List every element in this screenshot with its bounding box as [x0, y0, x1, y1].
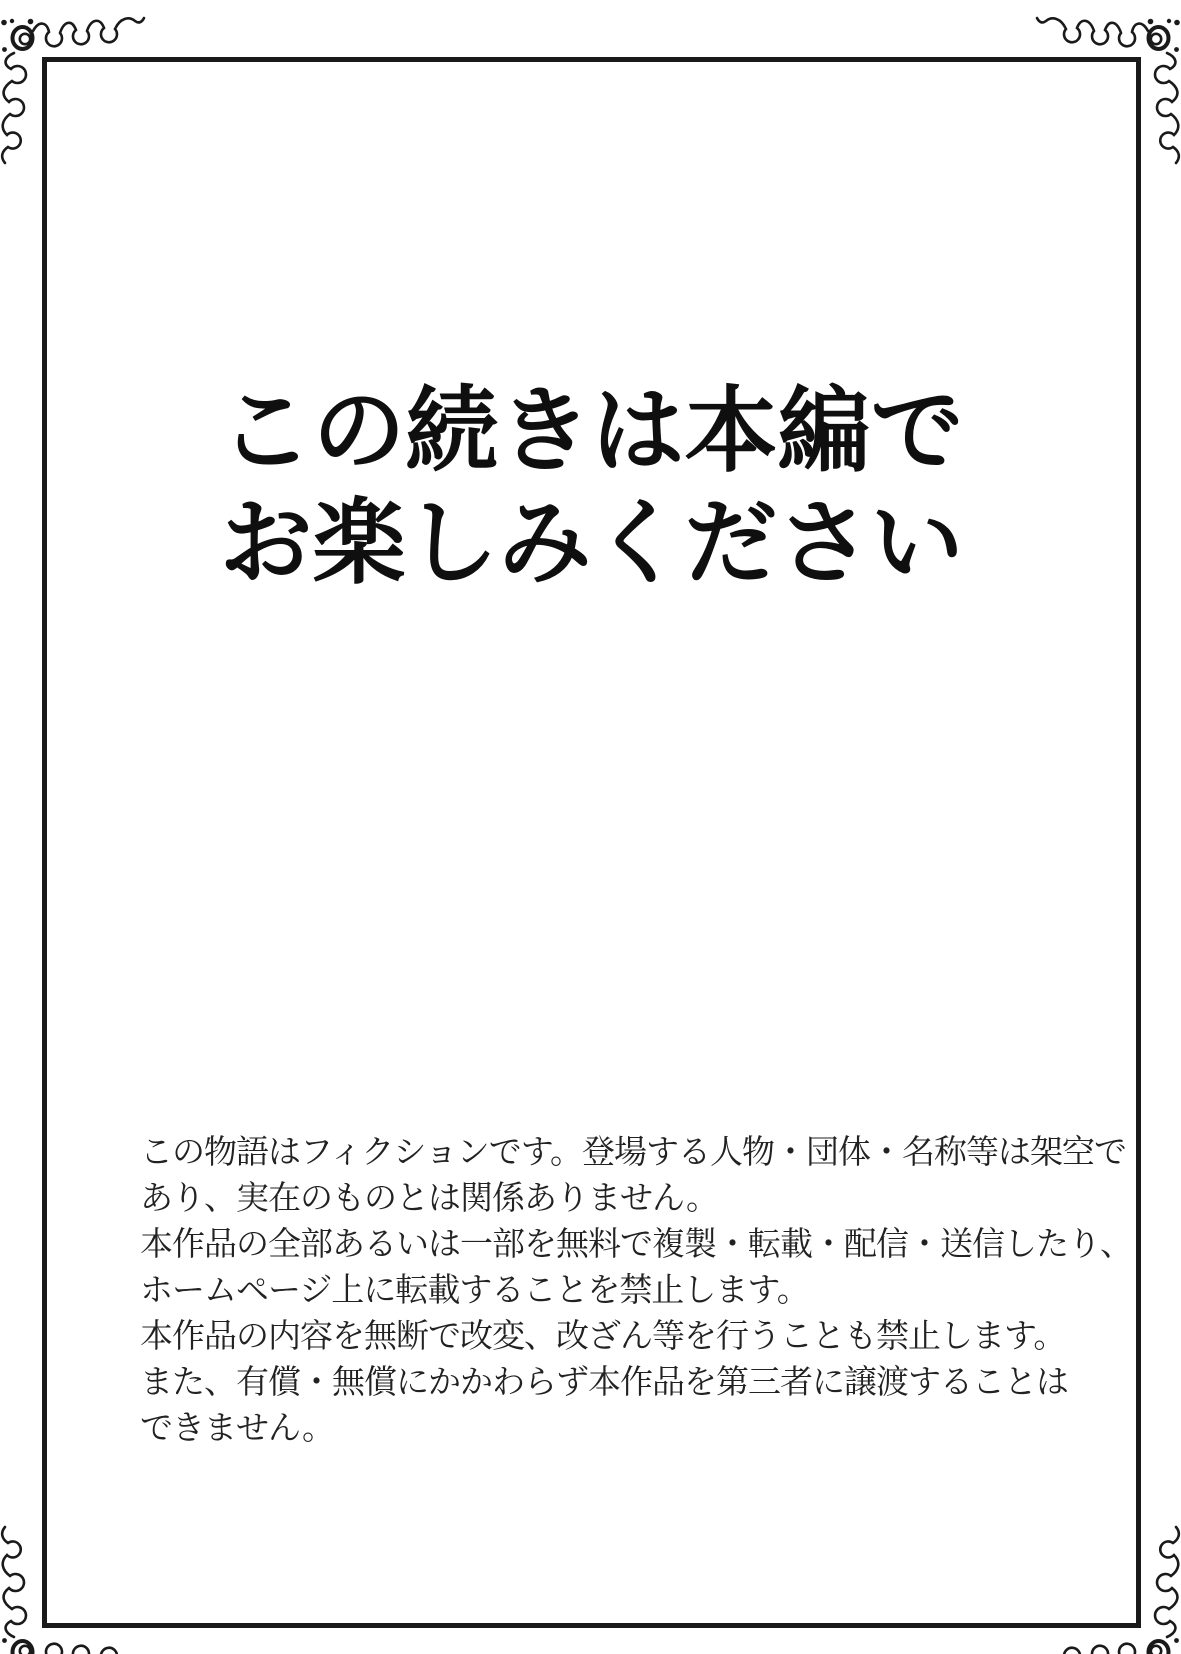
disclaimer-text — [140, 1129, 1132, 1451]
title-line-1: この続きは本編で — [219, 377, 964, 485]
disclaimer-line: また、有償・無償にかかわらず本作品を第三者に譲渡することは — [140, 1362, 1068, 1401]
title-line-2: お楽しみください — [219, 489, 964, 597]
disclaimer-line: この物語はフィクションです。登場する人物・団体・名称等は架空で — [140, 1132, 1127, 1171]
disclaimer-line: 本作品の内容を無断で改変、改ざん等を行うことも禁止します。 — [140, 1316, 1066, 1355]
disclaimer-line: 本作品の全部あるいは一部を無料で複製・転載・配信・送信したり、 — [140, 1224, 1132, 1263]
disclaimer-line: できません。 — [140, 1408, 334, 1447]
disclaimer-line: あり、実在のものとは関係ありません。 — [140, 1178, 718, 1217]
continuation-notice-title — [47, 375, 1136, 599]
disclaimer-line: ホームページ上に転載することを禁止します。 — [140, 1270, 809, 1309]
